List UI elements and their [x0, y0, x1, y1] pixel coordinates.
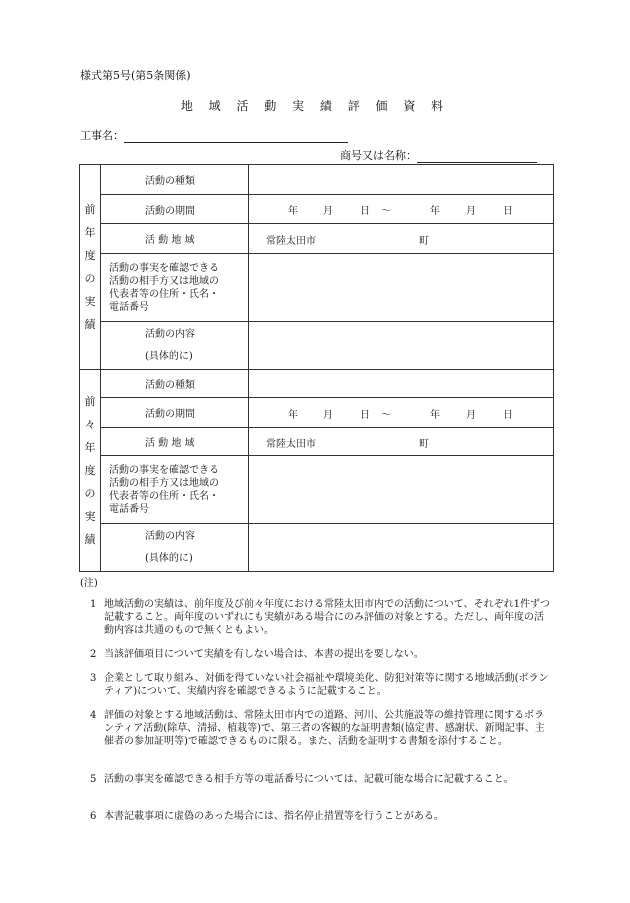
page-title: 地 域 活 動 実 績 評 価 資 料 — [180, 99, 450, 113]
section-prev-prev-year-label: 前 々 年 度 の 実 績 — [80, 370, 101, 572]
activity-type-field[interactable] — [249, 370, 554, 398]
construction-name-input[interactable] — [124, 130, 348, 143]
note-item: 5 活動の事実を確認できる相手方等の電話番号については、記載可能な場合に記載すること。 — [90, 774, 514, 785]
contact-field[interactable] — [249, 456, 554, 524]
activity-period-field[interactable]: 年 月 日 〜 年 月 日 — [249, 195, 554, 224]
activity-content-label: 活動の内容 (具体的に) — [101, 322, 249, 370]
note-item: 2 当該評価項目について実績を有しない場合は、本書の提出を要しない。 — [90, 649, 424, 660]
notes-heading: (注) — [80, 578, 98, 589]
activity-content-field[interactable] — [249, 322, 554, 370]
activity-type-label: 活動の種類 — [101, 370, 249, 398]
activity-period-label: 活動の期間 — [101, 398, 249, 428]
activity-content-label: 活動の内容 (具体的に) — [101, 524, 249, 572]
note-item: 3 企業として取り組み、対価を得ていない社会福祉や環境美化、防犯対策等に関する地域活動(ボランティア)について、実績内容を確認できるように記載すること。 — [90, 673, 549, 697]
note-item: 4 評価の対象とする地域活動は、常陸太田市内での道路、河川、公共施設等の維持管理に関するボランティア活動(除草、清掃、植栽等)で、第三者の客観的な証明書類(協定書、感謝状、新聞記事、主催者の参加証明等)で確認できるものに限る。また、活動を証明する書類を添付すること。 — [90, 710, 545, 747]
contact-field[interactable] — [249, 254, 554, 322]
note-item: 1 地域活動の実績は、前年度及び前々年度における常陸太田市内での活動について、それぞれ1件ずつ記載すること。両年度のいずれにも実績がある場合にのみ評価の対象とする。ただし、両年度の活動内容は共通のもので無くともよい。 — [90, 599, 550, 636]
activity-period-field[interactable]: 年 月 日 〜 年 月 日 — [249, 398, 554, 428]
form-number: 様式第5号(第5条関係) — [80, 69, 191, 82]
activity-content-field[interactable] — [249, 524, 554, 572]
activity-area-field[interactable]: 常陸太田市 町 — [249, 224, 554, 254]
contact-label: 活動の事実を確認できる 活動の相手方又は地域の 代表者等の住所・氏名・ 電話番号 — [101, 254, 249, 322]
construction-name-label: 工事名： — [80, 129, 124, 142]
contact-label: 活動の事実を確認できる 活動の相手方又は地域の 代表者等の住所・氏名・ 電話番号 — [101, 456, 249, 524]
activity-type-field[interactable] — [249, 165, 554, 195]
company-name-label: 商号又は名称： — [340, 149, 417, 162]
company-name-input[interactable] — [417, 150, 537, 163]
activity-period-label: 活動の期間 — [101, 195, 249, 224]
activity-table — [79, 164, 554, 572]
construction-name-row — [80, 127, 348, 143]
section-prev-year-label: 前 年 度 の 実 績 — [80, 165, 101, 370]
activity-area-field[interactable]: 常陸太田市 町 — [249, 428, 554, 456]
activity-area-label: 活 動 地 域 — [101, 224, 249, 254]
note-item: 6 本書記載事項に虚偽のあった場合には、指名停止措置等を行うことがある。 — [90, 811, 444, 822]
company-name-row — [340, 147, 537, 163]
activity-area-label: 活 動 地 域 — [101, 428, 249, 456]
activity-type-label: 活動の種類 — [101, 165, 249, 195]
